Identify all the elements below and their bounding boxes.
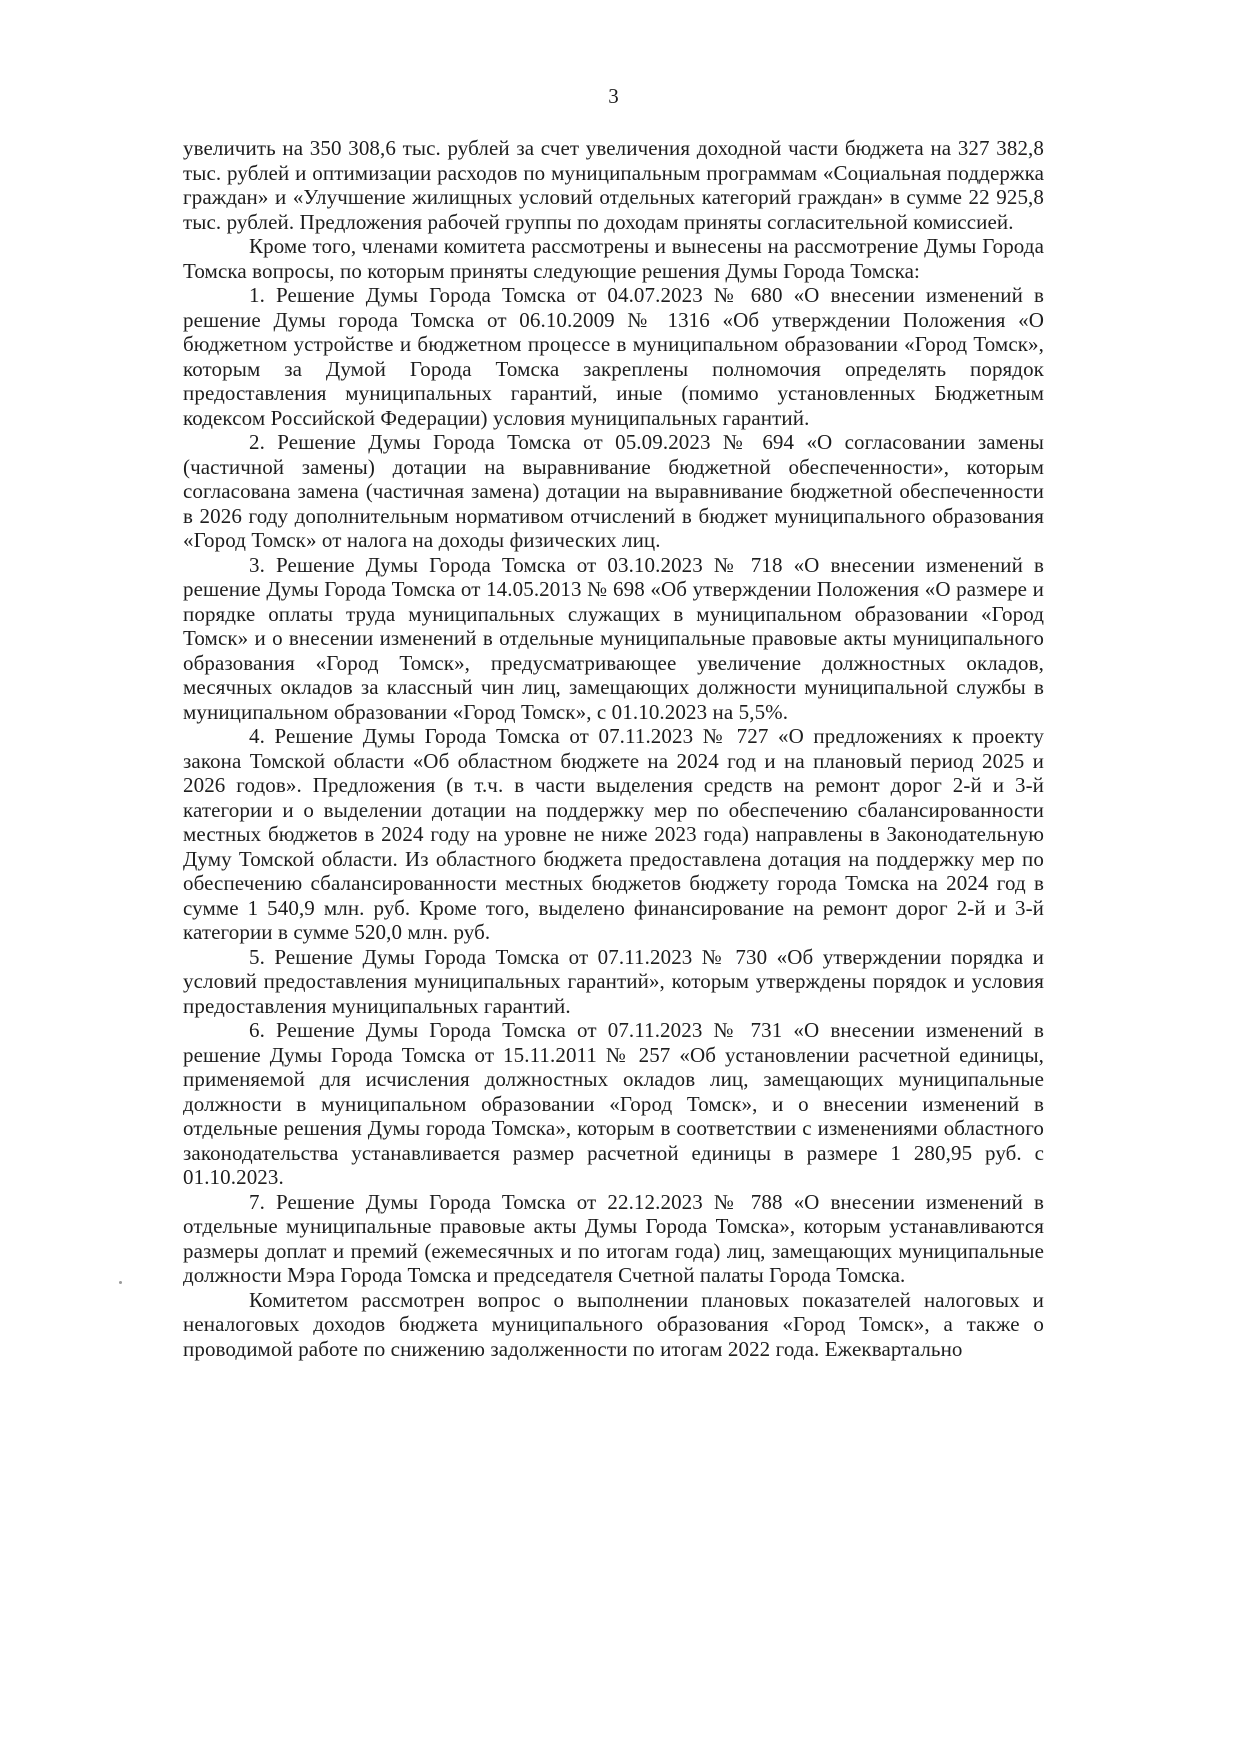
paragraph-item-2: 2. Решение Думы Города Томска от 05.09.2023 № 694 «О согласовании замены (частичной замены) дотации на выравнивание бюджетной обеспеченности», которым согласована замена (частичная замена) дотации на выравнивание бюджетной обеспеченности в 2026 году дополнительным нормативом отчислений в бюджет муниципального образования «Город Томск» от налога на доходы физических лиц. [183, 430, 1044, 552]
paragraph-item-6: 6. Решение Думы Города Томска от 07.11.2023 № 731 «О внесении изменений в решение Думы Города Томска от 15.11.2011 № 257 «Об установлении расчетной единицы, применяемой для исчисления должностных окладов лиц, замещающих муниципальные должности в муниципальном образовании «Город Томск», и о внесении изменений в отдельные решения Думы города Томска», которым в соответствии с изменениями областного законодательства устанавливается размер расчетной единицы в размере 1 280,95 руб. с 01.10.2023. [183, 1018, 1044, 1189]
paragraph-item-5: 5. Решение Думы Города Томска от 07.11.2023 № 730 «Об утверждении порядка и условий предоставления муниципальных гарантий», которым утверждены порядок и условия предоставления муниципальных гарантий. [183, 944, 1044, 1018]
paragraph: увеличить на 350 308,6 тыс. рублей за счет увеличения доходной части бюджета на 327 382,8 тыс. рублей и оптимизации расходов по муниципальным программам «Социальная поддержка граждан» и «Улучшение жилищных условий отдельных категорий граждан» в сумме 22 925,8 тыс. рублей. Предложения рабочей группы по доходам приняты согласительной комиссией. [183, 136, 1044, 234]
paragraph: Кроме того, членами комитета рассмотрены и вынесены на рассмотрение Думы Города Томска вопросы, по которым приняты следующие решения Думы Города Томска: [183, 234, 1044, 283]
paragraph-item-1: 1. Решение Думы Города Томска от 04.07.2023 № 680 «О внесении изменений в решение Думы города Томска от 06.10.2009 № 1316 «Об утверждении Положения «О бюджетном устройстве и бюджетном процессе в муниципальном образовании «Город Томск», которым за Думой Города Томска закреплены полномочия определять порядок предоставления муниципальных гарантий, иные (помимо установленных Бюджетным кодексом Российской Федерации) условия муниципальных гарантий. [183, 283, 1044, 430]
scan-speck [119, 1281, 122, 1284]
paragraph-item-4: 4. Решение Думы Города Томска от 07.11.2023 № 727 «О предложениях к проекту закона Томской области «Об областном бюджете на 2024 год и на плановый период 2025 и 2026 годов». Предложения (в т.ч. в части выделения средств на ремонт дорог 2-й и 3-й категории и о выделении дотации на поддержку мер по обеспечению сбалансированности местных бюджетов в 2024 году на уровне не ниже 2023 года) направлены в Законодательную Думу Томской области. Из областного бюджета предоставлена дотация на поддержку мер по обеспечению сбалансированности местных бюджетов бюджету города Томска на 2024 год в сумме 1 540,9 млн. руб. Кроме того, выделено финансирование на ремонт дорог 2-й и 3-й категории в сумме 520,0 млн. руб. [183, 724, 1044, 944]
paragraph-item-7: 7. Решение Думы Города Томска от 22.12.2023 № 788 «О внесении изменений в отдельные муниципальные правовые акты Думы Города Томска», которым устанавливаются размеры доплат и премий (ежемесячных и по итогам года) лиц, замещающих муниципальные должности Мэра Города Томска и председателя Счетной палаты Города Томска. [183, 1189, 1044, 1287]
paragraph: Комитетом рассмотрен вопрос о выполнении плановых показателей налоговых и неналоговых доходов бюджета муниципального образования «Город Томск», а также о проводимой работе по снижению задолженности по итогам 2022 года. Ежеквартально [183, 1287, 1044, 1361]
paragraph-item-3: 3. Решение Думы Города Томска от 03.10.2023 № 718 «О внесении изменений в решение Думы Города Томска от 14.05.2013 № 698 «Об утверждении Положения «О размере и порядке оплаты труда муниципальных служащих в муниципальном образовании «Город Томск» и о внесении изменений в отдельные муниципальные правовые акты муниципального образования «Город Томск», предусматривающее увеличение должностных окладов, месячных окладов за классный чин лиц, замещающих должности муниципальной службы в муниципальном образовании «Город Томск», с 01.10.2023 на 5,5%. [183, 552, 1044, 724]
page-number: 3 [608, 84, 619, 108]
document-body [183, 136, 1044, 1361]
